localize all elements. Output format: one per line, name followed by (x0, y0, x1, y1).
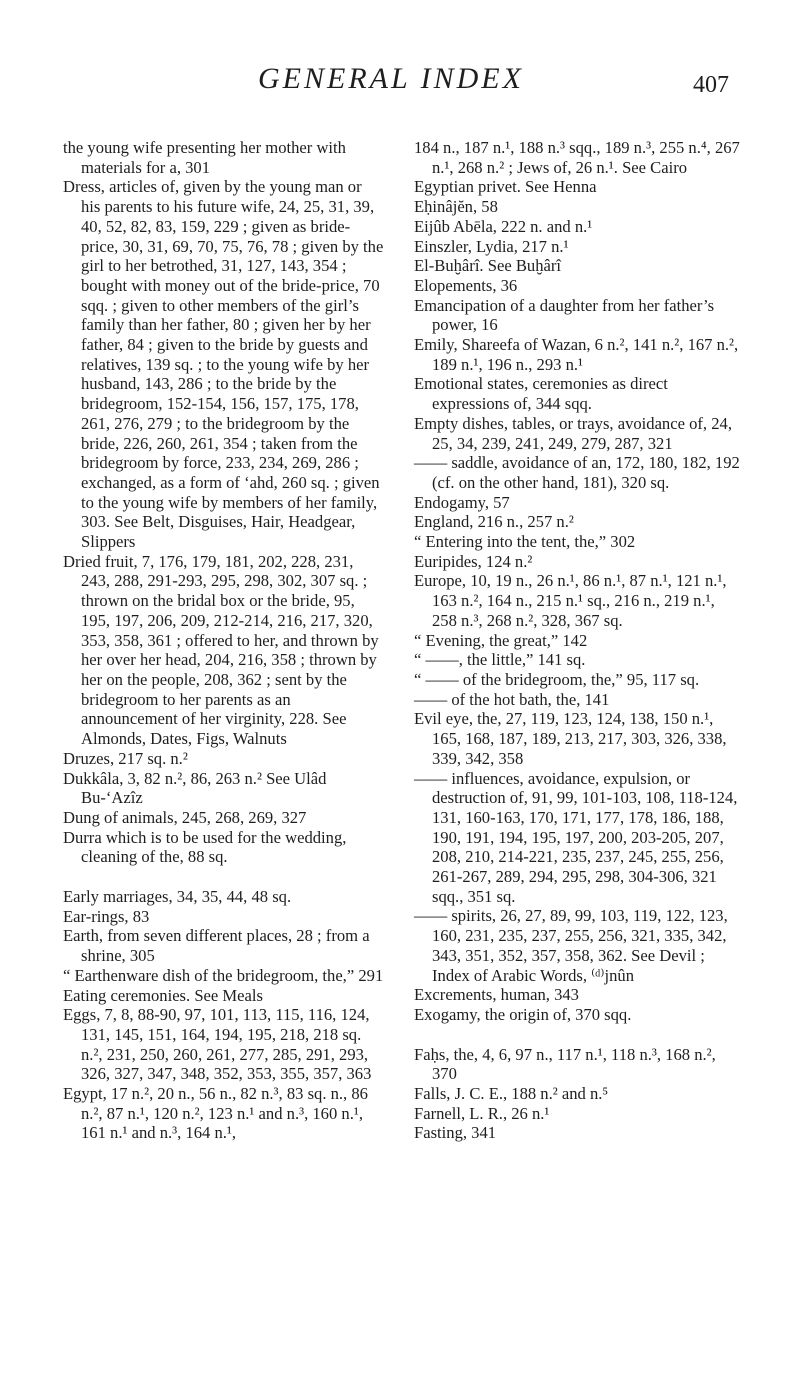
running-head: GENERAL INDEX (258, 62, 524, 95)
index-entry: Emotional states, ceremonies as direct expressions of, 344 sqq. (414, 374, 668, 414)
index-entry: Fasting, 341 (414, 1123, 497, 1143)
index-entry: “ Evening, the great,” 142 (414, 630, 588, 650)
index-entry: Druzes, 217 sq. n.² (63, 748, 188, 768)
index-column-left (63, 138, 385, 1143)
index-entry: Exogamy, the origin of, 370 sqq. (414, 1004, 632, 1024)
index-entry: 184 n., 187 n.¹, 188 n.³ sqq., 189 n.³, 255 n.⁴, 267 n.¹, 268 n.² ; Jews of, 26 n.¹. See Cairo (414, 138, 740, 177)
index-entry: “ Entering into the tent, the,” 302 (414, 532, 636, 552)
index-entry: Farnell, L. R., 26 n.¹ (414, 1103, 550, 1123)
index-entry: Emancipation of a daughter from her father’s power, 16 (414, 295, 715, 335)
index-entry: Excrements, human, 343 (414, 985, 579, 1005)
index-entry: Eating ceremonies. See Meals (63, 985, 263, 1005)
index-entry: “ ——, the little,” 141 sq. (414, 650, 586, 670)
index-entry: Einszler, Lydia, 217 n.¹ (414, 236, 569, 256)
index-entry: Dung of animals, 245, 268, 269, 327 (63, 807, 307, 827)
index-entry: —— influences, avoidance, expulsion, or destruction of, 91, 99, 101-103, 108, 118-124, 131, 160-163, 170, 171, 177, 178, 186, 188, 190, 191, 194, 195, 197, 200, 203-205, 207, 208, 210, 214-221, 235, 237, 245, 255, 256, 261-267, 289, 294, 295, 298, 304-306, 321 sqq., 351 sq. (414, 768, 738, 906)
index-entry: Eijûb Abēla, 222 n. and n.¹ (414, 216, 593, 236)
letter-gap (63, 867, 385, 887)
index-entry: Earth, from seven different places, 28 ; from a shrine, 305 (63, 926, 370, 966)
index-entry: Ear-rings, 83 (63, 906, 150, 926)
index-entry: Dukkâla, 3, 82 n.², 86, 263 n.² See Ulâd Bu-‘Azîz (63, 768, 327, 808)
index-entry: Evil eye, the, 27, 119, 123, 124, 138, 150 n.¹, 165, 168, 187, 189, 213, 217, 303, 326, 338, 339, 342, 358 (414, 709, 727, 768)
letter-gap (414, 1025, 740, 1045)
index-entry: Faḥs, the, 4, 6, 97 n., 117 n.¹, 118 n.³, 168 n.², 370 (414, 1044, 716, 1084)
index-column-right (414, 138, 740, 1143)
index-entry: the young wife presenting her mother with materials for a, 301 (63, 138, 346, 177)
index-entry: “ Earthenware dish of the bridegroom, the,” 291 (63, 965, 384, 985)
index-entry: El-Buḫârî. See Buḫârî (414, 256, 562, 276)
index-entry: Emily, Shareefa of Wazan, 6 n.², 141 n.², 167 n.², 189 n.¹, 196 n., 293 n.¹ (414, 335, 739, 374)
index-entry: Euripides, 124 n.² (414, 551, 533, 571)
index-entry: Eḥinâjĕn, 58 (414, 197, 498, 217)
page-number: 407 (693, 72, 729, 98)
index-entry: England, 216 n., 257 n.² (414, 512, 574, 532)
index-entry: Early marriages, 34, 35, 44, 48 sq. (63, 887, 292, 907)
index-entry: Empty dishes, tables, or trays, avoidance of, 24, 25, 34, 239, 241, 249, 279, 287, 321 (414, 413, 732, 453)
index-entry: —— spirits, 26, 27, 89, 99, 103, 119, 122, 123, 160, 231, 235, 237, 255, 256, 321, 335, 342, 343, 351, 352, 357, 358, 362. See Devil ; Index of Arabic Words, ⁽ᵈ⁾jnûn (414, 906, 728, 985)
index-entry: Dried fruit, 7, 176, 179, 181, 202, 228, 231, 243, 288, 291-293, 295, 298, 302, 307 sq. ; thrown on the bridal box or the bride, 95, 195, 197, 206, 209, 212-214, 216, 217, 320, 353, 358, 361 ; offered to her, and thrown by her over her head, 204, 216, 358 ; thrown by her on the people, 208, 362 ; sent by the bridegroom to her parents as an announcement of her virginity, 228. See Almonds, Dates, Figs, Walnuts (63, 551, 379, 749)
index-entry: Falls, J. C. E., 188 n.² and n.⁵ (414, 1084, 609, 1104)
index-entry: —— saddle, avoidance of an, 172, 180, 182, 192 (cf. on the other hand, 181), 320 sq. (414, 453, 740, 492)
index-entry: “ —— of the bridegroom, the,” 95, 117 sq. (414, 669, 700, 689)
index-entry: Durra which is to be used for the wedding, cleaning of the, 88 sq. (63, 827, 347, 867)
index-entry: Egyptian privet. See Henna (414, 177, 597, 197)
page-header (0, 62, 800, 122)
index-entry: Endogamy, 57 (414, 492, 510, 512)
index-entry: Europe, 10, 19 n., 26 n.¹, 86 n.¹, 87 n.¹, 121 n.¹, 163 n.², 164 n., 215 n.¹ sq., 216 n., 219 n.¹, 258 n.³, 268 n.², 328, 367 sq. (414, 571, 727, 630)
index-entry: Eggs, 7, 8, 88-90, 97, 101, 113, 115, 116, 124, 131, 145, 151, 164, 194, 195, 218, 218 sq. n.², 231, 250, 260, 261, 277, 285, 291, 293, 326, 327, 347, 348, 352, 353, 355, 357, 363 (63, 1005, 372, 1084)
index-entry: Dress, articles of, given by the young man or his parents to his future wife, 24, 25, 31, 39, 40, 52, 82, 83, 159, 229 ; given as bride-price, 30, 31, 69, 70, 75, 76, 78 ; given by the girl to her betrothed, 31, 127, 143, 354 ; bought with money out of the bride-price, 70 sqq. ; given to other members of the girl’s family than her father, 80 ; given her by her father, 84 ; given to the bride by guests and relatives, 139 sq. ; to the young wife by her husband, 143, 286 ; to the bride by the bridegroom, 152-154, 156, 157, 175, 178, 261, 276, 279 ; to the bridegroom by the bride, 226, 260, 261, 354 ; taken from the bridegroom by force, 233, 234, 269, 286 ; exchanged, as a form of ‘ahd, 260 sq. ; given to the young wife by members of her family, 303. See Belt, Disguises, Hair, Headgear, Slippers (63, 177, 384, 552)
index-entry: —— of the hot bath, the, 141 (414, 689, 610, 709)
index-entry: Elopements, 36 (414, 275, 518, 295)
index-entry: Egypt, 17 n.², 20 n., 56 n., 82 n.³, 83 sq. n., 86 n.², 87 n.¹, 120 n.², 123 n.¹ and n.³, 160 n.¹, 161 n.¹ and n.³, 164 n.¹, (63, 1084, 368, 1143)
